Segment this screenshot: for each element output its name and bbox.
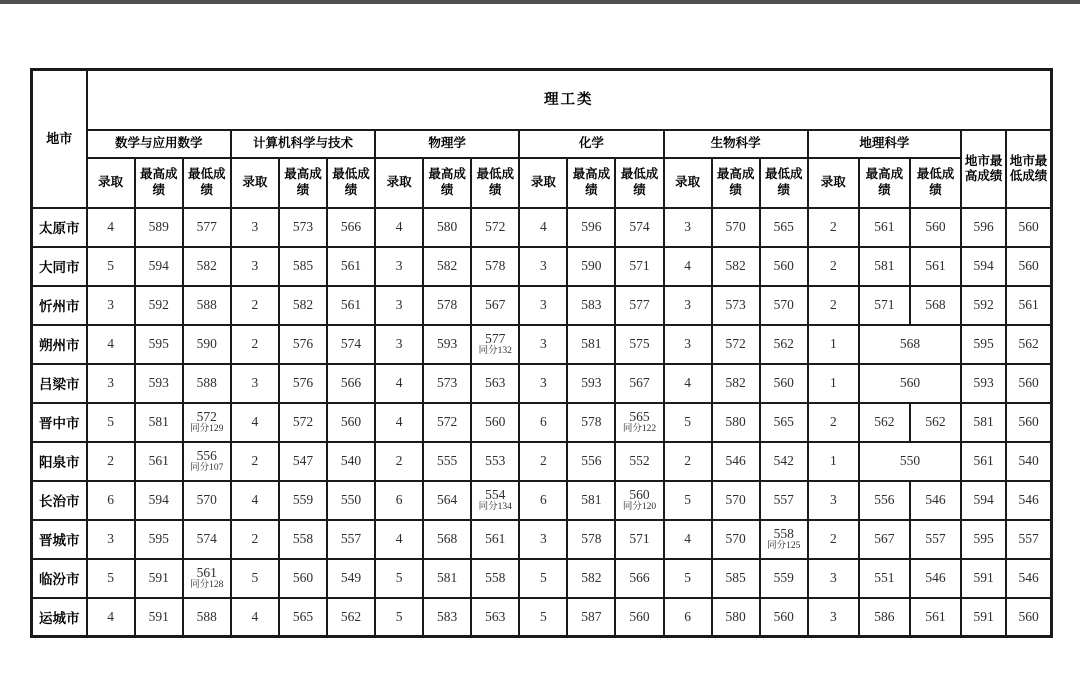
table-row bbox=[32, 403, 1052, 442]
min-score-cell: 561 bbox=[327, 247, 375, 286]
max-score-cell: 576 bbox=[279, 325, 327, 364]
city-max-cell: 594 bbox=[961, 247, 1006, 286]
min-score-cell: 549 bbox=[327, 559, 375, 598]
subheader-cell: 最高成绩 bbox=[135, 158, 183, 208]
admitted-cell: 2 bbox=[519, 442, 567, 481]
max-score-cell: 586 bbox=[859, 598, 910, 637]
min-score-cell: 561 bbox=[910, 598, 961, 637]
admitted-cell: 3 bbox=[664, 208, 712, 247]
admitted-cell: 3 bbox=[519, 325, 567, 364]
subheader-cell: 录取 bbox=[231, 158, 279, 208]
min-score-cell: 566 bbox=[615, 559, 663, 598]
city-max-cell: 596 bbox=[961, 208, 1006, 247]
max-score-cell: 561 bbox=[859, 208, 910, 247]
admitted-cell: 2 bbox=[375, 442, 423, 481]
max-score-cell: 581 bbox=[567, 325, 615, 364]
admitted-cell: 3 bbox=[664, 286, 712, 325]
max-score-cell: 587 bbox=[567, 598, 615, 637]
subheader-cell: 最高成绩 bbox=[859, 158, 910, 208]
subheader-cell: 最低成绩 bbox=[760, 158, 808, 208]
city-cell: 吕梁市 bbox=[32, 364, 87, 403]
min-score-cell: 574 bbox=[615, 208, 663, 247]
city-cell: 长治市 bbox=[32, 481, 87, 520]
city-cell: 太原市 bbox=[32, 208, 87, 247]
max-score-cell: 546 bbox=[712, 442, 760, 481]
city-min-cell: 560 bbox=[1006, 403, 1051, 442]
min-score-cell: 565 bbox=[760, 403, 808, 442]
max-score-cell: 594 bbox=[135, 481, 183, 520]
admitted-cell: 3 bbox=[375, 325, 423, 364]
city-min-cell: 561 bbox=[1006, 286, 1051, 325]
min-score-cell: 565 bbox=[760, 208, 808, 247]
table-row bbox=[32, 208, 1052, 247]
max-score-cell: 593 bbox=[423, 325, 471, 364]
max-score-cell: 558 bbox=[279, 520, 327, 559]
city-cell: 大同市 bbox=[32, 247, 87, 286]
admitted-cell: 3 bbox=[87, 364, 135, 403]
min-score-cell bbox=[471, 481, 519, 520]
subheader-cell: 录取 bbox=[808, 158, 859, 208]
admitted-cell: 3 bbox=[664, 325, 712, 364]
major-header-cell: 地理科学 bbox=[808, 130, 961, 158]
max-score-cell: 570 bbox=[712, 481, 760, 520]
max-score-cell: 583 bbox=[567, 286, 615, 325]
admitted-cell: 3 bbox=[375, 247, 423, 286]
min-score-cell: 563 bbox=[471, 598, 519, 637]
max-score-cell: 594 bbox=[135, 247, 183, 286]
min-score-cell bbox=[183, 403, 231, 442]
score-value: 560 bbox=[629, 486, 650, 502]
min-score-cell: 562 bbox=[760, 325, 808, 364]
admitted-cell: 1 bbox=[808, 442, 859, 481]
max-score-cell: 573 bbox=[712, 286, 760, 325]
admitted-cell: 1 bbox=[808, 325, 859, 364]
tie-note: 同分122 bbox=[622, 423, 657, 434]
max-score-cell: 581 bbox=[859, 247, 910, 286]
admitted-cell: 5 bbox=[87, 403, 135, 442]
max-score-cell: 555 bbox=[423, 442, 471, 481]
min-score-cell bbox=[183, 559, 231, 598]
max-score-cell: 581 bbox=[423, 559, 471, 598]
min-score-cell: 540 bbox=[327, 442, 375, 481]
admitted-cell: 4 bbox=[375, 208, 423, 247]
city-max-cell: 594 bbox=[961, 481, 1006, 520]
admitted-cell: 1 bbox=[808, 364, 859, 403]
min-score-cell: 560 bbox=[760, 364, 808, 403]
max-score-cell: 581 bbox=[567, 481, 615, 520]
admitted-cell: 3 bbox=[519, 286, 567, 325]
min-score-cell: 560 bbox=[760, 598, 808, 637]
min-score-cell: 560 bbox=[615, 598, 663, 637]
max-score-cell: 578 bbox=[423, 286, 471, 325]
table-row bbox=[32, 598, 1052, 637]
min-score-cell: 559 bbox=[760, 559, 808, 598]
merged-score-cell: 550 bbox=[859, 442, 961, 481]
admitted-cell: 5 bbox=[231, 559, 279, 598]
subheader-cell: 最低成绩 bbox=[327, 158, 375, 208]
admitted-cell: 2 bbox=[231, 520, 279, 559]
max-score-cell: 585 bbox=[712, 559, 760, 598]
admitted-cell: 3 bbox=[375, 286, 423, 325]
city-cell: 晋城市 bbox=[32, 520, 87, 559]
city-max-cell: 581 bbox=[961, 403, 1006, 442]
min-score-cell bbox=[615, 403, 663, 442]
max-score-cell: 578 bbox=[567, 403, 615, 442]
admitted-cell: 5 bbox=[87, 247, 135, 286]
min-score-cell bbox=[183, 442, 231, 481]
major-header-cell: 化学 bbox=[519, 130, 663, 158]
admitted-cell: 4 bbox=[87, 208, 135, 247]
max-score-cell: 573 bbox=[279, 208, 327, 247]
subheader-cell: 最低成绩 bbox=[183, 158, 231, 208]
table-row bbox=[32, 481, 1052, 520]
max-score-cell: 580 bbox=[423, 208, 471, 247]
score-table bbox=[30, 68, 1053, 638]
admitted-cell: 2 bbox=[808, 208, 859, 247]
min-score-cell: 570 bbox=[760, 286, 808, 325]
city-min-cell: 560 bbox=[1006, 208, 1051, 247]
min-score-cell: 588 bbox=[183, 364, 231, 403]
subheader-cell: 录取 bbox=[375, 158, 423, 208]
admitted-cell: 4 bbox=[664, 247, 712, 286]
admitted-cell: 4 bbox=[375, 520, 423, 559]
max-score-cell: 593 bbox=[135, 364, 183, 403]
admitted-cell: 6 bbox=[519, 403, 567, 442]
subheader-cell: 录取 bbox=[664, 158, 712, 208]
admitted-cell: 2 bbox=[808, 403, 859, 442]
city-cell: 忻州市 bbox=[32, 286, 87, 325]
max-score-cell: 596 bbox=[567, 208, 615, 247]
city-cell: 阳泉市 bbox=[32, 442, 87, 481]
admitted-cell: 6 bbox=[87, 481, 135, 520]
min-score-cell: 588 bbox=[183, 286, 231, 325]
max-score-cell: 571 bbox=[859, 286, 910, 325]
max-score-cell: 582 bbox=[712, 247, 760, 286]
max-score-cell: 591 bbox=[135, 559, 183, 598]
tie-note: 同分125 bbox=[767, 540, 801, 551]
city-min-header-cell: 地市最低成绩 bbox=[1006, 130, 1051, 208]
max-score-cell: 582 bbox=[279, 286, 327, 325]
tie-note: 同分120 bbox=[622, 501, 657, 512]
max-score-cell: 580 bbox=[712, 403, 760, 442]
min-score-cell: 572 bbox=[471, 208, 519, 247]
table-row bbox=[32, 559, 1052, 598]
tie-note: 同分128 bbox=[190, 579, 224, 590]
city-max-cell: 592 bbox=[961, 286, 1006, 325]
max-score-cell: 572 bbox=[279, 403, 327, 442]
max-score-cell: 568 bbox=[423, 520, 471, 559]
score-value: 554 bbox=[485, 486, 506, 502]
subheader-cell: 最高成绩 bbox=[567, 158, 615, 208]
min-score-cell: 577 bbox=[615, 286, 663, 325]
max-score-cell: 572 bbox=[423, 403, 471, 442]
min-score-cell: 542 bbox=[760, 442, 808, 481]
admitted-cell: 4 bbox=[87, 325, 135, 364]
min-score-cell bbox=[471, 325, 519, 364]
admitted-cell: 2 bbox=[808, 520, 859, 559]
min-score-cell: 558 bbox=[471, 559, 519, 598]
max-score-cell: 573 bbox=[423, 364, 471, 403]
admitted-cell: 3 bbox=[231, 208, 279, 247]
max-score-cell: 582 bbox=[712, 364, 760, 403]
city-max-cell: 591 bbox=[961, 559, 1006, 598]
score-value: 572 bbox=[196, 408, 217, 424]
max-score-cell: 593 bbox=[567, 364, 615, 403]
city-cell: 朔州市 bbox=[32, 325, 87, 364]
min-score-cell: 546 bbox=[910, 559, 961, 598]
min-score-cell: 561 bbox=[910, 247, 961, 286]
major-header-cell: 计算机科学与技术 bbox=[231, 130, 375, 158]
admitted-cell: 4 bbox=[231, 403, 279, 442]
score-value: 565 bbox=[629, 408, 650, 424]
admitted-cell: 3 bbox=[519, 364, 567, 403]
corner-header-cell: 地市 bbox=[32, 70, 87, 208]
admitted-cell: 3 bbox=[808, 481, 859, 520]
max-score-cell: 570 bbox=[712, 520, 760, 559]
admitted-cell: 2 bbox=[231, 286, 279, 325]
max-score-cell: 585 bbox=[279, 247, 327, 286]
score-value: 556 bbox=[196, 447, 217, 463]
admitted-cell: 3 bbox=[808, 559, 859, 598]
max-score-cell: 559 bbox=[279, 481, 327, 520]
min-score-cell: 553 bbox=[471, 442, 519, 481]
max-score-cell: 581 bbox=[135, 403, 183, 442]
subheader-cell: 录取 bbox=[519, 158, 567, 208]
max-score-cell: 564 bbox=[423, 481, 471, 520]
city-max-cell: 595 bbox=[961, 520, 1006, 559]
tie-note: 同分134 bbox=[478, 501, 512, 512]
admitted-cell: 5 bbox=[664, 559, 712, 598]
admitted-cell: 4 bbox=[231, 481, 279, 520]
admitted-cell: 5 bbox=[519, 598, 567, 637]
city-cell: 晋中市 bbox=[32, 403, 87, 442]
min-score-cell: 567 bbox=[471, 286, 519, 325]
min-score-cell: 550 bbox=[327, 481, 375, 520]
city-min-cell: 560 bbox=[1006, 247, 1051, 286]
subheader-cell: 最低成绩 bbox=[615, 158, 663, 208]
subheader-cell: 最高成绩 bbox=[423, 158, 471, 208]
min-score-cell: 552 bbox=[615, 442, 663, 481]
admitted-cell: 3 bbox=[808, 598, 859, 637]
min-score-cell: 557 bbox=[760, 481, 808, 520]
document-page bbox=[0, 4, 1080, 697]
score-value: 561 bbox=[196, 564, 217, 580]
min-score-cell: 568 bbox=[910, 286, 961, 325]
admitted-cell: 5 bbox=[375, 559, 423, 598]
admitted-cell: 2 bbox=[808, 247, 859, 286]
max-score-cell: 565 bbox=[279, 598, 327, 637]
city-min-cell: 546 bbox=[1006, 481, 1051, 520]
admitted-cell: 4 bbox=[519, 208, 567, 247]
city-max-cell: 595 bbox=[961, 325, 1006, 364]
admitted-cell: 5 bbox=[519, 559, 567, 598]
admitted-cell: 3 bbox=[87, 286, 135, 325]
min-score-cell: 571 bbox=[615, 247, 663, 286]
score-value: 558 bbox=[773, 525, 794, 541]
max-score-cell: 547 bbox=[279, 442, 327, 481]
min-score-cell: 563 bbox=[471, 364, 519, 403]
admitted-cell: 3 bbox=[519, 520, 567, 559]
tie-note: 同分129 bbox=[190, 423, 224, 434]
major-header-cell: 数学与应用数学 bbox=[87, 130, 231, 158]
subheader-cell: 录取 bbox=[87, 158, 135, 208]
merged-score-cell: 568 bbox=[859, 325, 961, 364]
max-score-cell: 551 bbox=[859, 559, 910, 598]
min-score-cell: 566 bbox=[327, 364, 375, 403]
admitted-cell: 6 bbox=[519, 481, 567, 520]
admitted-cell: 3 bbox=[231, 364, 279, 403]
score-value: 577 bbox=[485, 330, 506, 346]
min-score-cell: 577 bbox=[183, 208, 231, 247]
city-cell: 临汾市 bbox=[32, 559, 87, 598]
max-score-cell: 572 bbox=[712, 325, 760, 364]
min-score-cell: 560 bbox=[910, 208, 961, 247]
admitted-cell: 2 bbox=[664, 442, 712, 481]
admitted-cell: 5 bbox=[664, 481, 712, 520]
min-score-cell: 578 bbox=[471, 247, 519, 286]
admitted-cell: 5 bbox=[375, 598, 423, 637]
table-row bbox=[32, 247, 1052, 286]
max-score-cell: 589 bbox=[135, 208, 183, 247]
min-score-cell: 560 bbox=[760, 247, 808, 286]
min-score-cell: 570 bbox=[183, 481, 231, 520]
table-row bbox=[32, 364, 1052, 403]
admitted-cell: 2 bbox=[231, 442, 279, 481]
city-min-cell: 546 bbox=[1006, 559, 1051, 598]
max-score-cell: 578 bbox=[567, 520, 615, 559]
table-row bbox=[32, 286, 1052, 325]
max-score-cell: 560 bbox=[279, 559, 327, 598]
city-min-cell: 540 bbox=[1006, 442, 1051, 481]
min-score-cell: 561 bbox=[471, 520, 519, 559]
min-score-cell: 571 bbox=[615, 520, 663, 559]
major-header-cell: 生物科学 bbox=[664, 130, 808, 158]
min-score-cell: 574 bbox=[183, 520, 231, 559]
max-score-cell: 556 bbox=[567, 442, 615, 481]
min-score-cell: 582 bbox=[183, 247, 231, 286]
subheader-cell: 最高成绩 bbox=[712, 158, 760, 208]
admitted-cell: 2 bbox=[231, 325, 279, 364]
subheader-cell: 最低成绩 bbox=[471, 158, 519, 208]
admitted-cell: 4 bbox=[664, 364, 712, 403]
city-min-cell: 560 bbox=[1006, 598, 1051, 637]
max-score-cell: 590 bbox=[567, 247, 615, 286]
max-score-cell: 595 bbox=[135, 325, 183, 364]
admitted-cell: 3 bbox=[519, 247, 567, 286]
min-score-cell: 546 bbox=[910, 481, 961, 520]
major-header-cell: 物理学 bbox=[375, 130, 519, 158]
max-score-cell: 591 bbox=[135, 598, 183, 637]
table-row bbox=[32, 520, 1052, 559]
admitted-cell: 2 bbox=[87, 442, 135, 481]
admitted-cell: 6 bbox=[375, 481, 423, 520]
min-score-cell: 590 bbox=[183, 325, 231, 364]
min-score-cell: 557 bbox=[910, 520, 961, 559]
max-score-cell: 567 bbox=[859, 520, 910, 559]
admitted-cell: 4 bbox=[231, 598, 279, 637]
max-score-cell: 582 bbox=[423, 247, 471, 286]
city-cell: 运城市 bbox=[32, 598, 87, 637]
admitted-cell: 4 bbox=[664, 520, 712, 559]
max-score-cell: 562 bbox=[859, 403, 910, 442]
max-score-cell: 556 bbox=[859, 481, 910, 520]
max-score-cell: 576 bbox=[279, 364, 327, 403]
max-score-cell: 561 bbox=[135, 442, 183, 481]
tie-note: 同分132 bbox=[478, 345, 512, 356]
city-min-cell: 560 bbox=[1006, 364, 1051, 403]
min-score-cell: 560 bbox=[471, 403, 519, 442]
city-min-cell: 562 bbox=[1006, 325, 1051, 364]
admitted-cell: 5 bbox=[87, 559, 135, 598]
max-score-cell: 580 bbox=[712, 598, 760, 637]
min-score-cell: 562 bbox=[910, 403, 961, 442]
admitted-cell: 3 bbox=[87, 520, 135, 559]
max-score-cell: 582 bbox=[567, 559, 615, 598]
table-row bbox=[32, 325, 1052, 364]
min-score-cell: 575 bbox=[615, 325, 663, 364]
admitted-cell: 6 bbox=[664, 598, 712, 637]
min-score-cell: 567 bbox=[615, 364, 663, 403]
admitted-cell: 2 bbox=[808, 286, 859, 325]
city-min-cell: 557 bbox=[1006, 520, 1051, 559]
min-score-cell: 561 bbox=[327, 286, 375, 325]
max-score-cell: 570 bbox=[712, 208, 760, 247]
admitted-cell: 4 bbox=[375, 364, 423, 403]
admitted-cell: 4 bbox=[375, 403, 423, 442]
min-score-cell: 588 bbox=[183, 598, 231, 637]
min-score-cell: 560 bbox=[327, 403, 375, 442]
subheader-cell: 最低成绩 bbox=[910, 158, 961, 208]
merged-score-cell: 560 bbox=[859, 364, 961, 403]
city-max-cell: 593 bbox=[961, 364, 1006, 403]
max-score-cell: 583 bbox=[423, 598, 471, 637]
city-max-cell: 561 bbox=[961, 442, 1006, 481]
admitted-cell: 3 bbox=[231, 247, 279, 286]
admitted-cell: 5 bbox=[664, 403, 712, 442]
min-score-cell: 557 bbox=[327, 520, 375, 559]
admitted-cell: 4 bbox=[87, 598, 135, 637]
city-max-header-cell: 地市最高成绩 bbox=[961, 130, 1006, 208]
min-score-cell bbox=[615, 481, 663, 520]
min-score-cell: 574 bbox=[327, 325, 375, 364]
table-row bbox=[32, 442, 1052, 481]
subheader-cell: 最高成绩 bbox=[279, 158, 327, 208]
category-header-cell: 理工类 bbox=[87, 70, 1052, 130]
min-score-cell bbox=[760, 520, 808, 559]
min-score-cell: 562 bbox=[327, 598, 375, 637]
min-score-cell: 566 bbox=[327, 208, 375, 247]
tie-note: 同分107 bbox=[190, 462, 224, 473]
city-max-cell: 591 bbox=[961, 598, 1006, 637]
max-score-cell: 592 bbox=[135, 286, 183, 325]
max-score-cell: 595 bbox=[135, 520, 183, 559]
